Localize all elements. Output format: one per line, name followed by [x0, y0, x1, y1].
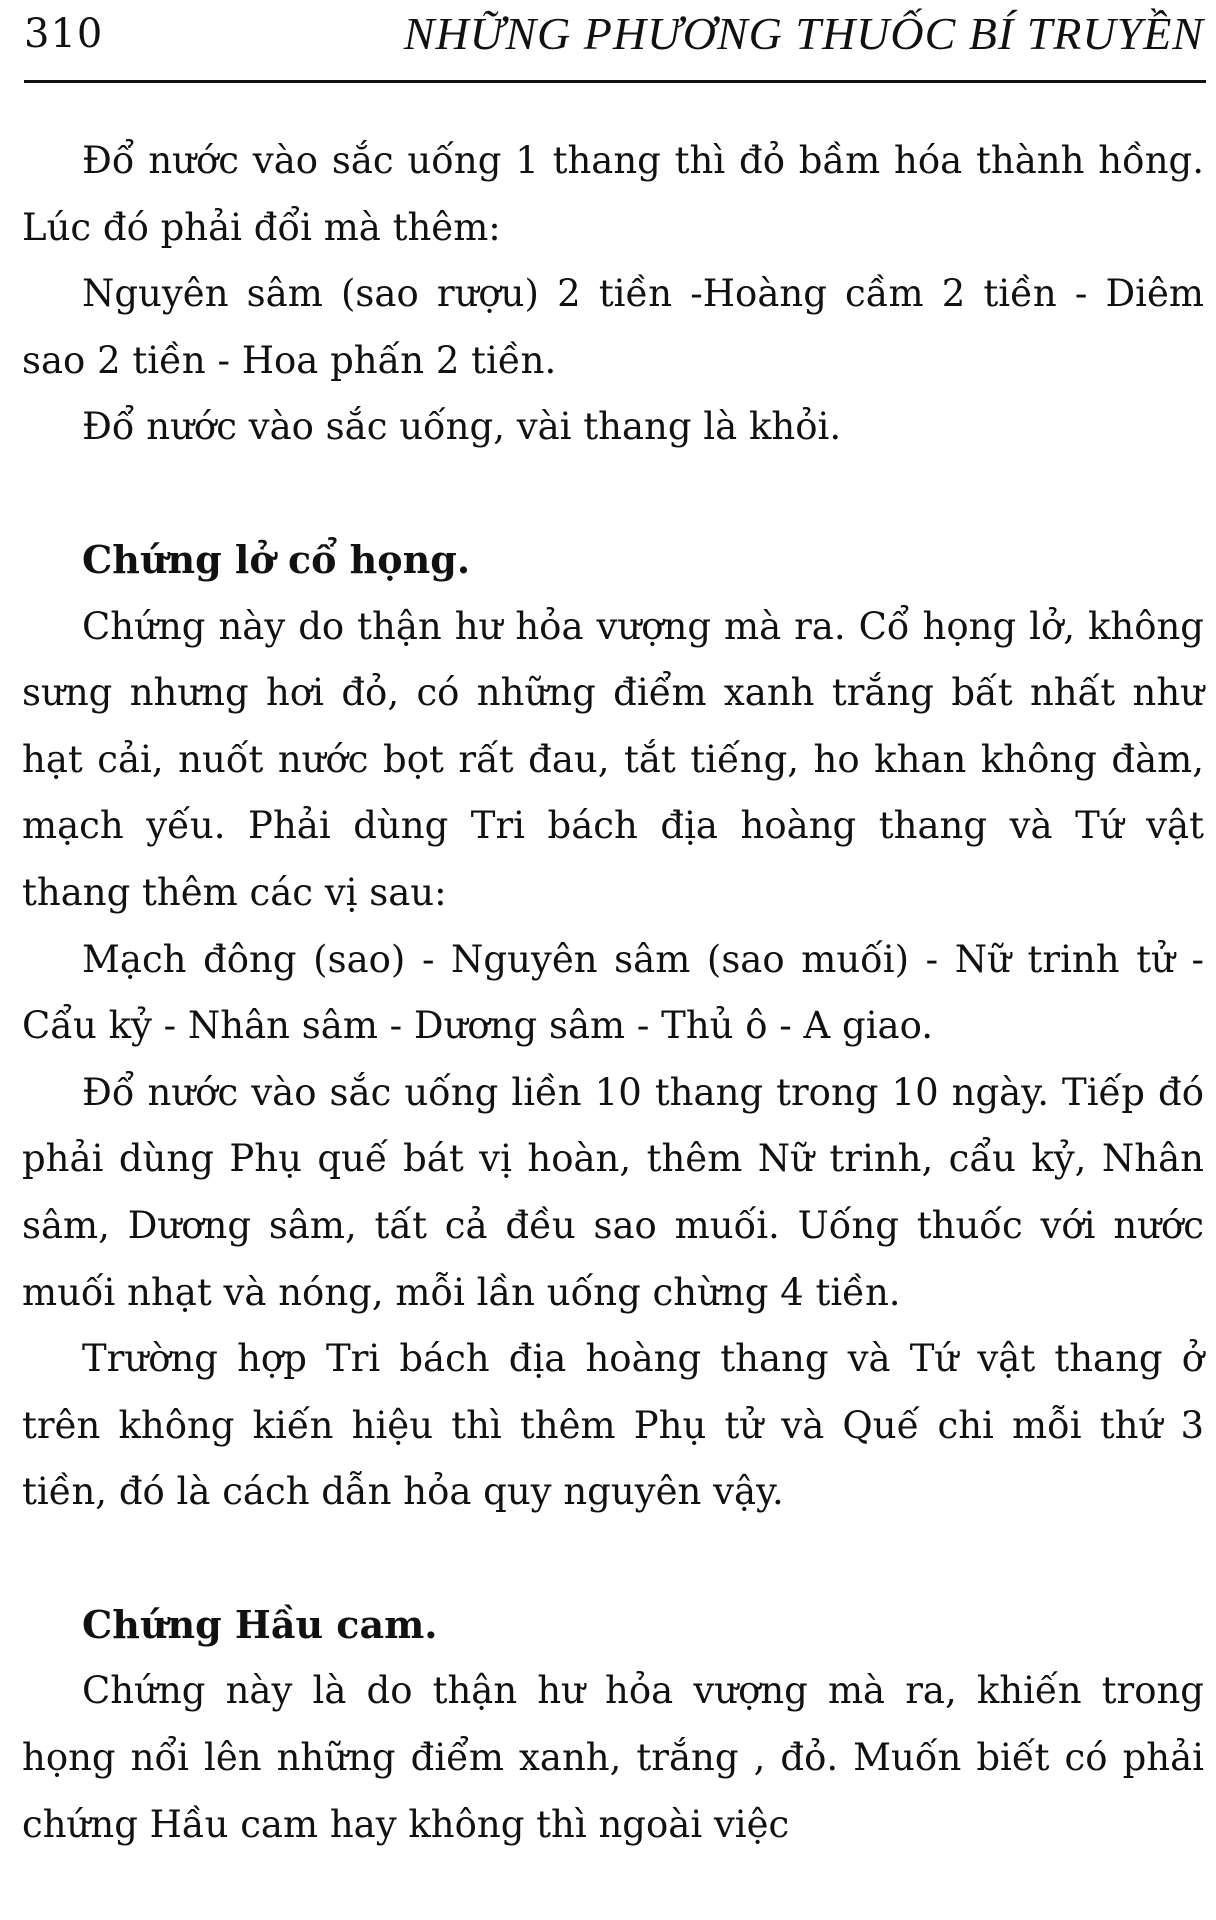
- running-header: [24, 6, 1204, 70]
- header-rule: [24, 80, 1206, 83]
- paragraph-1: Đổ nước vào sắc uống 1 thang thì đỏ bầm hóa thành hồng. Lúc đó phải đổi mà thêm:: [22, 139, 1204, 249]
- section-heading-2: Chứng Hầu cam.: [82, 1601, 438, 1647]
- paragraph-7: Trường hợp Tri bách địa hoàng thang và Tứ vật thang ở trên không kiến hiệu thì thêm Phụ tử và Quế chi mỗi thứ 3 tiền, đó là cách dẫn hỏa quy nguyên vậy.: [22, 1337, 1204, 1514]
- section-gap: [22, 1526, 1204, 1592]
- page-body: [22, 128, 1204, 1858]
- running-title: NHỮNG PHƯƠNG THUỐC BÍ TRUYỀN: [403, 8, 1204, 59]
- section-heading-1: Chứng lở cổ họng.: [82, 536, 471, 582]
- paragraph-4: Chứng này do thận hư hỏa vượng mà ra. Cổ họng lở, không sưng nhưng hơi đỏ, có những điểm xanh trắng bất nhất như hạt cải, nuốt nước bọt rất đau, tắt tiếng, ho khan không đàm, mạch yếu. Phải dùng Tri bách địa hoàng thang và Tứ vật thang thêm các vị sau:: [22, 604, 1204, 914]
- section-gap: [22, 461, 1204, 527]
- page-number: 310: [24, 11, 104, 57]
- paragraph-5: Mạch đông (sao) - Nguyên sâm (sao muối) - Nữ trinh tử - Cẩu kỷ - Nhân sâm - Dương sâm - Thủ ô - A giao.: [22, 937, 1204, 1048]
- paragraph-6: Đổ nước vào sắc uống liền 10 thang trong 10 ngày. Tiếp đó phải dùng Phụ quế bát vị hoàn, thêm Nữ trinh, cẩu kỷ, Nhân sâm, Dương sâm, tất cả đều sao muối. Uống thuốc với nước muối nhạt và nóng, mỗi lần uống chừng 4 tiền.: [22, 1070, 1204, 1314]
- paragraph-2: Nguyên sâm (sao rượu) 2 tiền -Hoàng cầm 2 tiền - Diêm sao 2 tiền - Hoa phấn 2 tiền.: [22, 272, 1204, 382]
- paragraph-3: Đổ nước vào sắc uống, vài thang là khỏi.: [82, 405, 842, 449]
- paragraph-8: Chứng này là do thận hư hỏa vượng mà ra, khiến trong họng nổi lên những điểm xanh, trắng , đỏ. Muốn biết có phải chứng Hầu cam hay không thì ngoài việc: [22, 1669, 1204, 1846]
